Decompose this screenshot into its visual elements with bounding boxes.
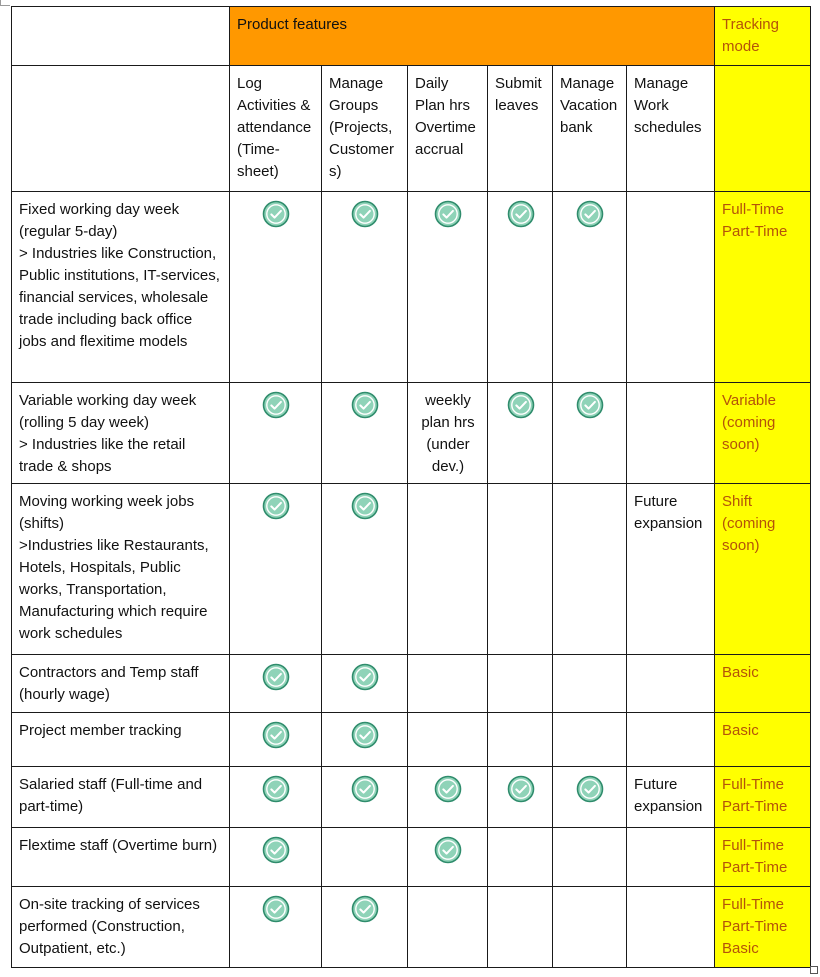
feature-cell bbox=[553, 713, 627, 767]
row-label: Fixed working day week (regular 5-day) > Industries like Construction, Public institutions, IT-services, financial services, wholesale trade including back office jobs and flexitime models bbox=[19, 201, 220, 350]
feature-cell bbox=[322, 192, 408, 383]
table-row bbox=[12, 887, 811, 968]
row-label: Moving working week jobs (shifts) >Industries like Restaurants, Hotels, Hospitals, Public works, Transportation, Manufacturing which require work schedules bbox=[19, 493, 209, 642]
feature-cell bbox=[230, 767, 322, 828]
feature-cell bbox=[322, 828, 408, 887]
tracking-mode-value: Full-Time Part-Time Basic bbox=[722, 896, 788, 957]
tracking-mode-value: Basic bbox=[722, 664, 759, 681]
tracking-mode-value: Full-Time Part-Time bbox=[722, 776, 788, 815]
feature-cell bbox=[488, 655, 553, 713]
row-label-cell bbox=[12, 383, 230, 484]
table-row bbox=[12, 713, 811, 767]
page-corner-marker bbox=[0, 0, 10, 6]
feature-submit-leaves bbox=[488, 66, 553, 192]
check-circle-icon bbox=[434, 775, 462, 803]
tracking-mode-header bbox=[715, 7, 811, 66]
tracking-mode-value: Full-Time Part-Time bbox=[722, 201, 788, 240]
feature-cell bbox=[553, 887, 627, 968]
check-circle-icon bbox=[351, 721, 379, 749]
table-row bbox=[12, 383, 811, 484]
table-row bbox=[12, 655, 811, 713]
feature-cell bbox=[627, 887, 715, 968]
tracking-mode-cell bbox=[715, 713, 811, 767]
feature-cell bbox=[553, 655, 627, 713]
feature-cell bbox=[488, 887, 553, 968]
row-label: Salaried staff (Full-time and part-time) bbox=[19, 776, 203, 815]
feature-cell-text: Future expansion bbox=[634, 776, 703, 815]
check-circle-icon bbox=[262, 775, 290, 803]
feature-submit-leaves-label: Submit leaves bbox=[495, 75, 542, 114]
feature-work-schedules bbox=[627, 66, 715, 192]
feature-cell bbox=[627, 192, 715, 383]
feature-cell bbox=[627, 484, 715, 655]
feature-cell bbox=[408, 767, 488, 828]
tracking-mode-cell bbox=[715, 828, 811, 887]
table-row bbox=[12, 828, 811, 887]
tracking-mode-value: Shift (coming soon) bbox=[722, 493, 776, 554]
feature-daily-plan-label: Daily Plan hrs Overtime accrual bbox=[415, 75, 476, 158]
check-circle-icon bbox=[434, 200, 462, 228]
check-circle-icon bbox=[262, 492, 290, 520]
tracking-mode-label: Tracking mode bbox=[722, 16, 779, 55]
feature-log-activities bbox=[230, 66, 322, 192]
feature-cell bbox=[488, 192, 553, 383]
check-circle-icon bbox=[262, 663, 290, 691]
feature-cell bbox=[553, 383, 627, 484]
tracking-mode-cell bbox=[715, 655, 811, 713]
feature-cell bbox=[408, 192, 488, 383]
header-row bbox=[12, 7, 811, 66]
check-circle-icon bbox=[262, 200, 290, 228]
row-label: Contractors and Temp staff (hourly wage) bbox=[19, 664, 199, 703]
feature-cell bbox=[230, 655, 322, 713]
feature-cell bbox=[553, 192, 627, 383]
feature-cell bbox=[408, 484, 488, 655]
feature-names-row bbox=[12, 66, 811, 192]
feature-cell bbox=[322, 713, 408, 767]
feature-cell bbox=[553, 484, 627, 655]
check-circle-icon bbox=[262, 721, 290, 749]
check-circle-icon bbox=[434, 836, 462, 864]
feature-names-mode-cell bbox=[715, 66, 811, 192]
row-label-cell bbox=[12, 192, 230, 383]
feature-cell bbox=[488, 484, 553, 655]
feature-cell bbox=[408, 383, 488, 484]
feature-cell bbox=[230, 484, 322, 655]
feature-cell bbox=[627, 383, 715, 484]
check-circle-icon bbox=[576, 200, 604, 228]
feature-cell bbox=[322, 887, 408, 968]
row-label: On-site tracking of services performed (Construction, Outpatient, etc.) bbox=[19, 896, 200, 957]
tracking-mode-value: Basic bbox=[722, 722, 759, 739]
feature-cell bbox=[553, 828, 627, 887]
feature-cell bbox=[230, 887, 322, 968]
feature-cell bbox=[230, 828, 322, 887]
check-circle-icon bbox=[507, 775, 535, 803]
check-circle-icon bbox=[351, 391, 379, 419]
feature-cell bbox=[488, 828, 553, 887]
feature-cell-text: Future expansion bbox=[634, 493, 703, 532]
feature-cell bbox=[627, 655, 715, 713]
check-circle-icon bbox=[351, 895, 379, 923]
row-label-cell bbox=[12, 484, 230, 655]
header-empty-cell bbox=[12, 7, 230, 66]
row-label-cell bbox=[12, 828, 230, 887]
check-circle-icon bbox=[507, 391, 535, 419]
feature-manage-groups bbox=[322, 66, 408, 192]
tracking-mode-cell bbox=[715, 887, 811, 968]
tracking-mode-cell bbox=[715, 192, 811, 383]
row-label-cell bbox=[12, 767, 230, 828]
feature-vacation-bank bbox=[553, 66, 627, 192]
feature-cell bbox=[408, 828, 488, 887]
check-circle-icon bbox=[351, 663, 379, 691]
table-row bbox=[12, 484, 811, 655]
feature-matrix-table bbox=[11, 6, 811, 968]
feature-daily-plan bbox=[408, 66, 488, 192]
feature-cell bbox=[488, 713, 553, 767]
feature-cell bbox=[408, 655, 488, 713]
table-row bbox=[12, 192, 811, 383]
check-circle-icon bbox=[576, 775, 604, 803]
check-circle-icon bbox=[262, 895, 290, 923]
feature-cell-text: weekly plan hrs (under dev.) bbox=[421, 392, 475, 475]
feature-cell bbox=[322, 655, 408, 713]
product-features-header bbox=[230, 7, 715, 66]
feature-cell bbox=[322, 484, 408, 655]
feature-cell bbox=[230, 192, 322, 383]
check-circle-icon bbox=[351, 492, 379, 520]
tracking-mode-cell bbox=[715, 484, 811, 655]
feature-cell bbox=[553, 767, 627, 828]
feature-cell bbox=[230, 713, 322, 767]
row-label: Project member tracking bbox=[19, 722, 182, 739]
check-circle-icon bbox=[351, 200, 379, 228]
feature-cell bbox=[627, 713, 715, 767]
tracking-mode-cell bbox=[715, 383, 811, 484]
feature-cell bbox=[408, 887, 488, 968]
tracking-mode-value: Variable (coming soon) bbox=[722, 392, 776, 453]
feature-cell bbox=[322, 383, 408, 484]
row-label-cell bbox=[12, 713, 230, 767]
feature-cell bbox=[408, 713, 488, 767]
feature-vacation-bank-label: Manage Vacation bank bbox=[560, 75, 618, 136]
row-label-cell bbox=[12, 887, 230, 968]
tracking-mode-value: Full-Time Part-Time bbox=[722, 837, 788, 876]
feature-manage-groups-label: Manage Groups (Projects, Customers) bbox=[329, 75, 395, 180]
feature-work-schedules-label: Manage Work schedules bbox=[634, 75, 702, 136]
feature-cell bbox=[488, 383, 553, 484]
row-label: Variable working day week (rolling 5 day week) > Industries like the retail trade & shops bbox=[19, 392, 197, 475]
feature-log-activities-label: Log Activities & attendance (Time-sheet) bbox=[237, 75, 312, 180]
feature-cell bbox=[488, 767, 553, 828]
table-row bbox=[12, 767, 811, 828]
resize-handle[interactable] bbox=[810, 966, 818, 974]
product-features-label: Product features bbox=[237, 16, 348, 33]
tracking-mode-cell bbox=[715, 767, 811, 828]
row-label-cell bbox=[12, 655, 230, 713]
row-label: Flextime staff (Overtime burn) bbox=[19, 837, 218, 854]
check-circle-icon bbox=[262, 836, 290, 864]
check-circle-icon bbox=[507, 200, 535, 228]
check-circle-icon bbox=[576, 391, 604, 419]
feature-names-empty-cell bbox=[12, 66, 230, 192]
feature-cell bbox=[322, 767, 408, 828]
check-circle-icon bbox=[351, 775, 379, 803]
feature-cell bbox=[230, 383, 322, 484]
check-circle-icon bbox=[262, 391, 290, 419]
feature-cell bbox=[627, 767, 715, 828]
feature-cell bbox=[627, 828, 715, 887]
